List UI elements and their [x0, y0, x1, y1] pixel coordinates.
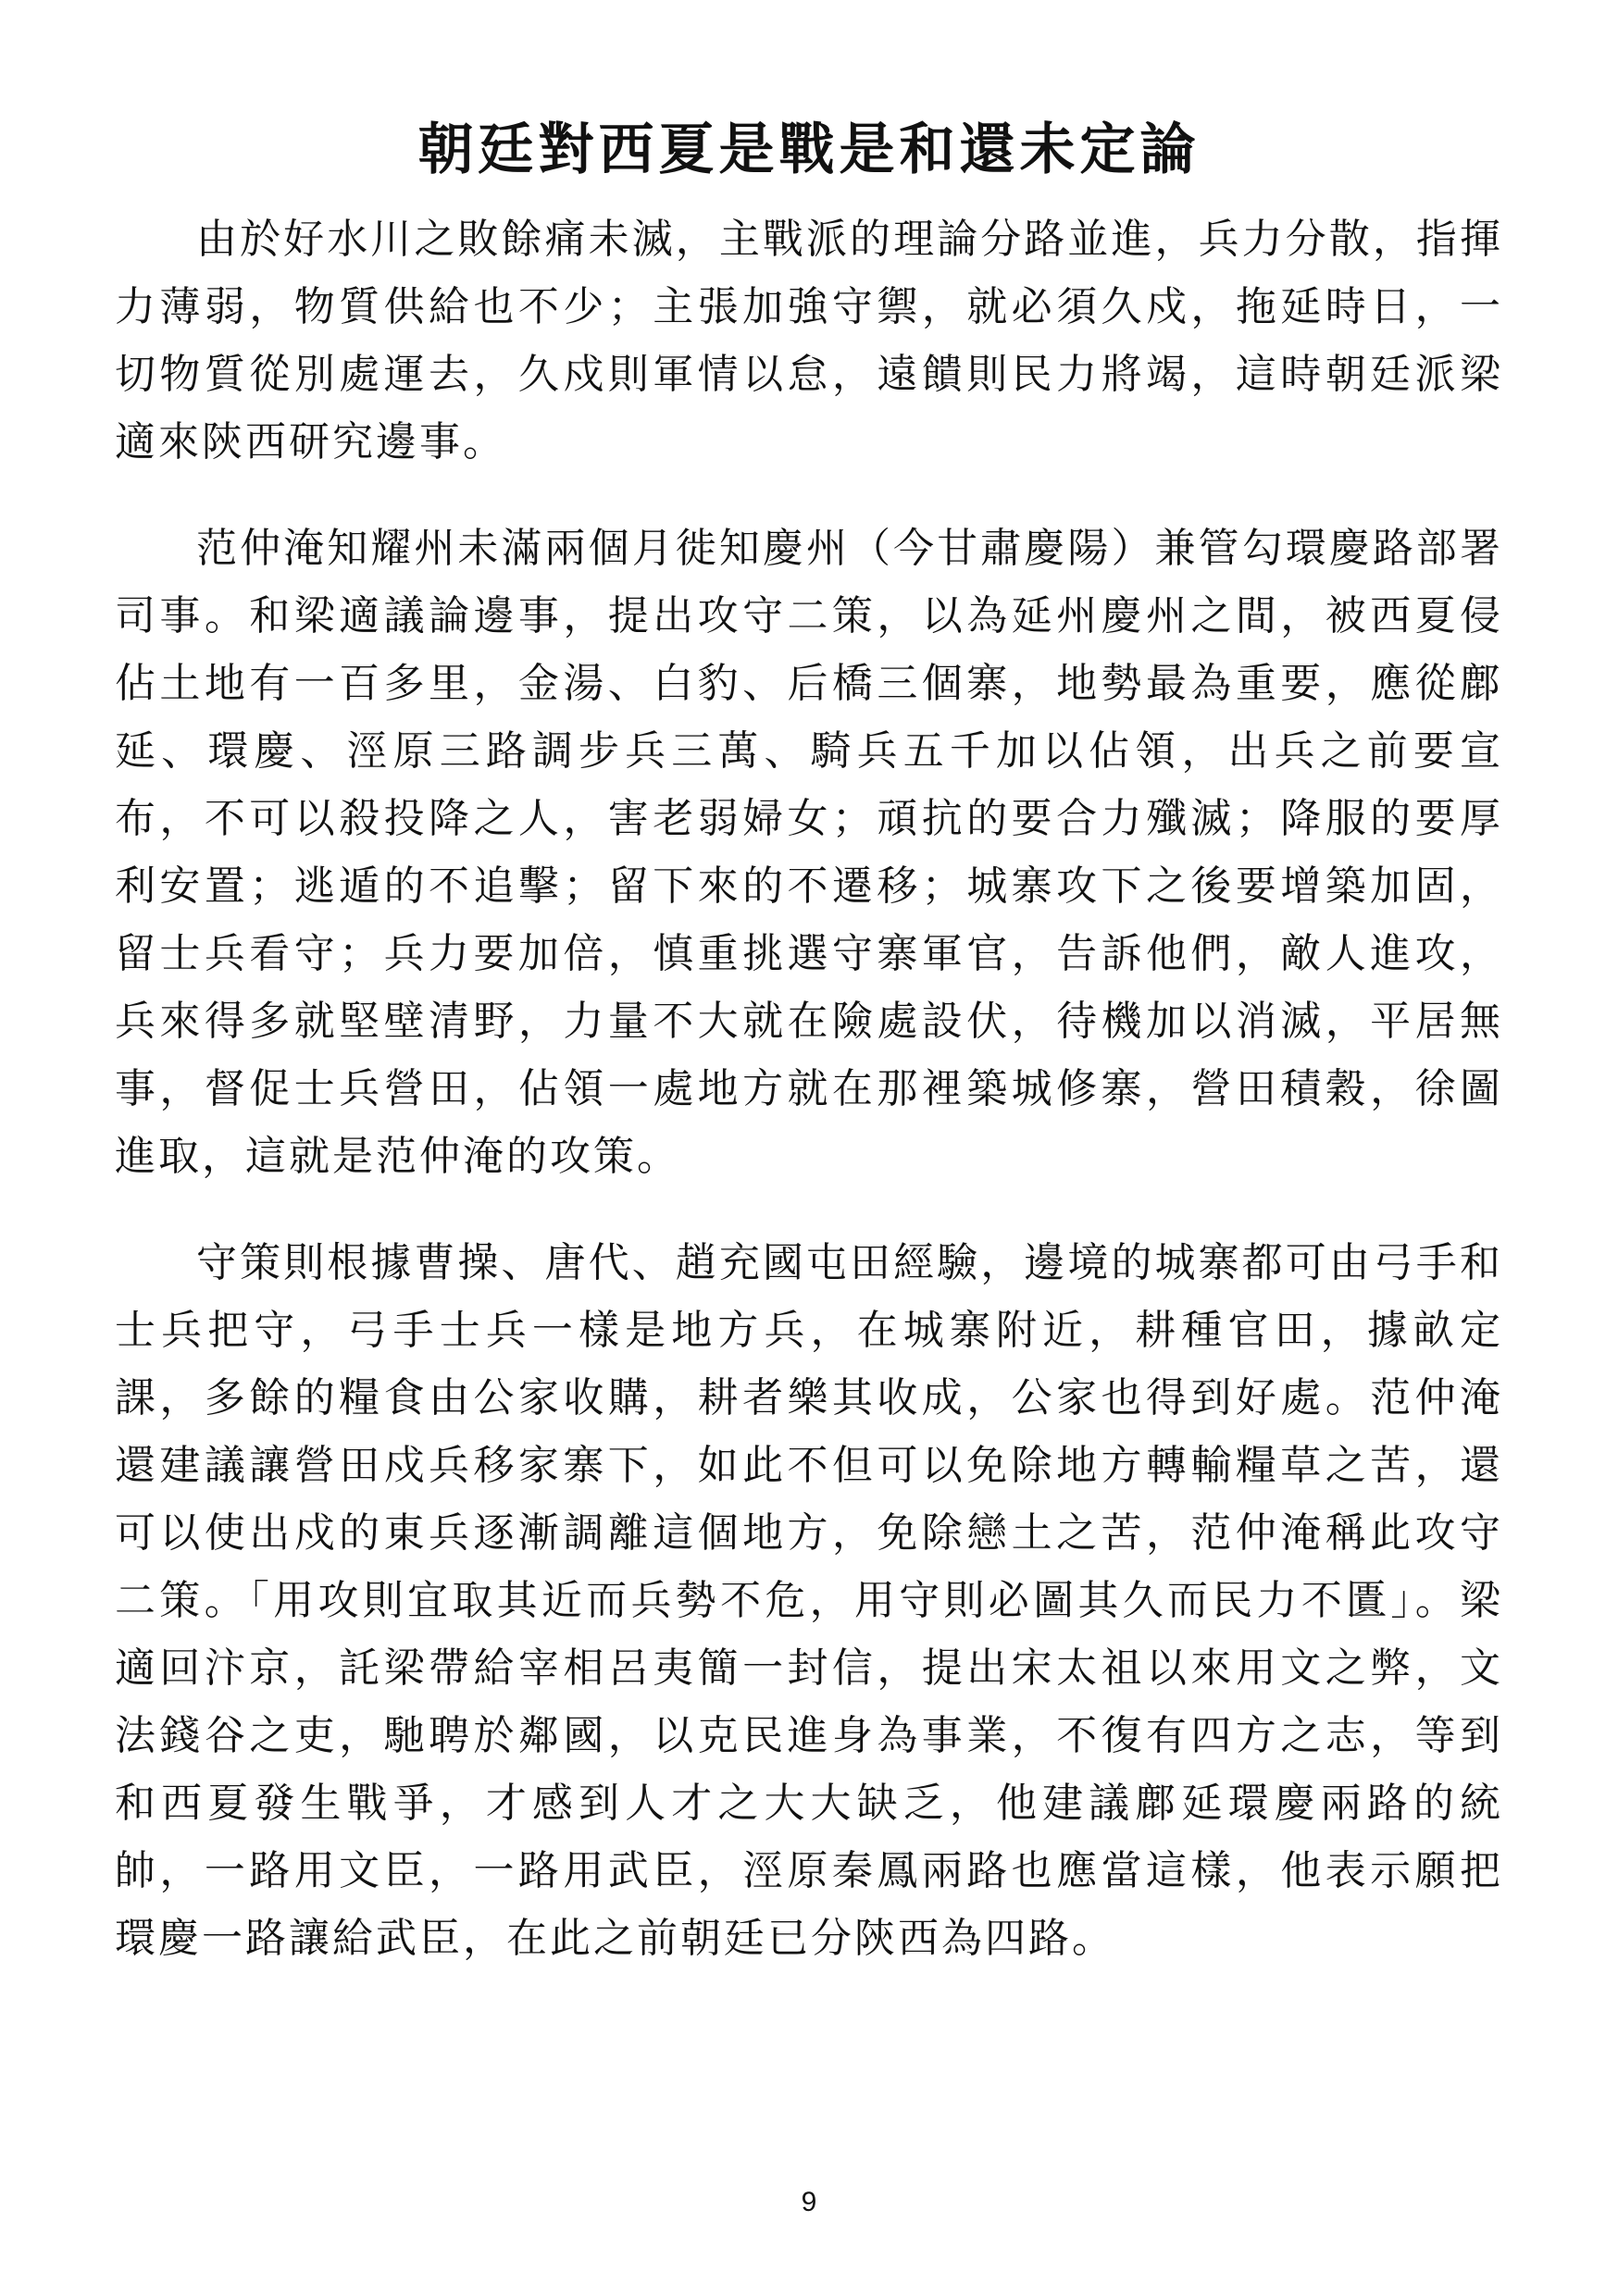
page-title: 朝廷對西夏是戰是和還未定論: [417, 118, 1201, 182]
paragraph: 范仲淹知耀州未滿兩個月徙知慶州（今甘肅慶陽）兼管勾環慶路部署司事。和梁適議論邊事，提出攻守二策，以為延州慶州之間，被西夏侵佔土地有一百多里，金湯、白豹、后橋三個寨，地勢最為重要，應從鄜延、環慶、涇原三路調步兵三萬、騎兵五千加以佔領，出兵之前要宣布，不可以殺投降之人，害老弱婦女；頑抗的要合力殲滅；降服的要厚利安置；逃遁的不追擊；留下來的不遷移；城寨攻下之後要增築加固，留士兵看守；兵力要加倍，慎重挑選守寨軍官，告訴他們，敵人進攻，兵來得多就堅壁清野，力量不大就在險處設伏，待機加以消滅，平居無事，督促士兵營田，佔領一處地方就在那裡築城修寨，營田積穀，徐圖進取，這就是范仲淹的攻策。: [115, 525, 1503, 1180]
page-number: 9: [801, 2187, 817, 2217]
paragraph: 守策則根據曹操、唐代、趙充國屯田經驗，邊境的城寨都可由弓手和士兵把守，弓手士兵一樣是地方兵，在城寨附近，耕種官田，據畝定課，多餘的糧食由公家收購，耕者樂其收成，公家也得到好處。范仲淹還建議讓營田戍兵移家寨下，如此不但可以免除地方轉輸糧草之苦，還可以使出戍的東兵逐漸調離這個地方，免除戀土之苦，范仲淹稱此攻守二策。「用攻則宜取其近而兵勢不危，用守則必圖其久而民力不匱」。梁適回汴京，託梁帶給宰相呂夷簡一封信，提出宋太祖以來用文之弊，文法錢谷之吏，馳聘於鄰國，以克民進身為事業，不復有四方之志，等到和西夏發生戰爭，才感到人才之大大缺乏，他建議鄜延環慶兩路的統帥，一路用文臣，一路用武臣，涇原秦鳳兩路也應當這樣，他表示願把環慶一路讓給武臣，在此之前朝廷已分陝西為四路。: [115, 1239, 1503, 1962]
body-text: [115, 205, 1503, 1972]
paragraph: 由於好水川之敗餘痛未滅，主戰派的理論分路並進，兵力分散，指揮力薄弱，物質供給也不少；主張加強守禦，就必須久戍，拖延時日，一切物質從別處運去，久戍則軍情以怠，遠饋則民力將竭，這時朝廷派梁適來陝西研究邊事。: [115, 216, 1503, 465]
